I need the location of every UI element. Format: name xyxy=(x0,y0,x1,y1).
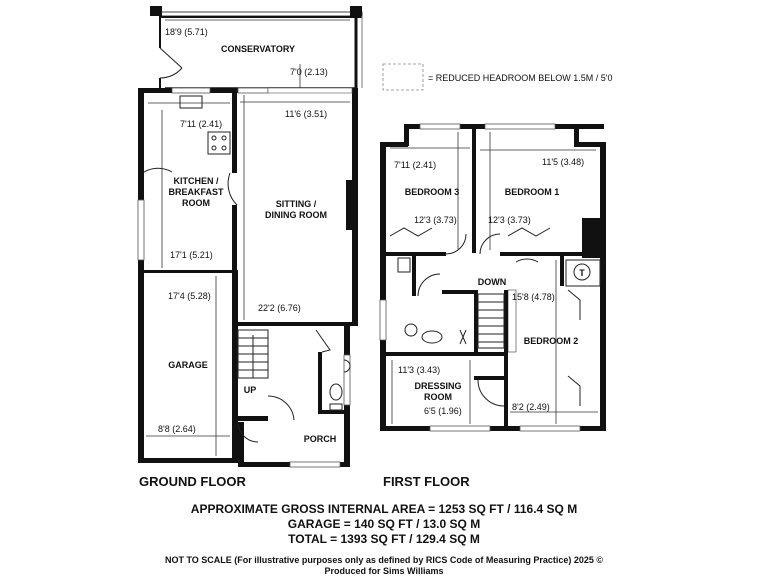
conservatory-label: CONSERVATORY xyxy=(220,44,296,54)
ground-floor-title: GROUND FLOOR xyxy=(139,474,246,489)
legend xyxy=(383,64,613,90)
legend-text: = REDUCED HEADROOM BELOW 1.5M / 5'0 xyxy=(428,73,613,83)
bedroom3-label: BEDROOM 3 xyxy=(404,187,460,197)
bedroom1-label: BEDROOM 1 xyxy=(504,187,560,197)
conservatory-dim-a: 18'9 (5.71) xyxy=(165,27,208,37)
garage-dim-a: 17'4 (5.28) xyxy=(168,291,211,301)
area-line-1: APPROXIMATE GROSS INTERNAL AREA = 1253 SQ FT / 116.4 SQ M xyxy=(190,502,578,516)
kitchen-dim-b: 17'1 (5.21) xyxy=(170,250,213,260)
stairs-down-label: DOWN xyxy=(477,277,507,287)
porch-label: PORCH xyxy=(303,434,337,444)
dressing-label-line1: DRESSING xyxy=(414,381,462,391)
footer-produced-for: Produced for Sims Williams xyxy=(324,566,444,576)
garage-dim-b: 8'8 (2.64) xyxy=(158,424,196,434)
sitting-label-line1: SITTING / xyxy=(275,199,317,209)
ground-floor-plan xyxy=(138,6,362,467)
dressing-dim-b: 6'5 (1.96) xyxy=(424,406,462,416)
bedroom3-dim-a: 7'11 (2.41) xyxy=(394,160,437,170)
sitting-dim-a: 11'6 (3.51) xyxy=(285,109,328,119)
sitting-dim-b: 22'2 (6.76) xyxy=(258,303,301,313)
kitchen-label-line3: ROOM xyxy=(182,198,210,208)
area-line-3: TOTAL = 1393 SQ FT / 129.4 SQ M xyxy=(288,532,480,546)
bedroom2-dim-a: 15'8 (4.78) xyxy=(512,292,555,302)
dressing-dim-a: 11'3 (3.43) xyxy=(398,365,441,375)
bedroom2-label: BEDROOM 2 xyxy=(523,336,579,346)
first-floor-plan xyxy=(380,124,606,431)
first-floor-title: FIRST FLOOR xyxy=(383,474,470,489)
stairs-up-label: UP xyxy=(243,385,257,395)
reduced-headroom-swatch xyxy=(383,64,423,90)
sitting-label-line2: DINING ROOM xyxy=(265,210,327,220)
bedroom2-dim-b: 8'2 (2.49) xyxy=(512,402,550,412)
bedroom3-dim-b: 12'3 (3.73) xyxy=(414,215,457,225)
area-line-2: GARAGE = 140 SQ FT / 13.0 SQ M xyxy=(287,517,481,531)
bedroom1-dim-a: 11'5 (3.48) xyxy=(542,157,585,167)
kitchen-label-line1: KITCHEN / xyxy=(173,176,219,186)
bedroom1-dim-b: 12'3 (3.73) xyxy=(488,215,531,225)
kitchen-label-line2: BREAKFAST xyxy=(168,187,224,197)
conservatory-dim-b: 7'0 (2.13) xyxy=(290,67,328,77)
footer-disclaimer: NOT TO SCALE (For illustrative purposes only as defined by RICS Code of Measuring Practice) 2025 © xyxy=(164,555,604,565)
kitchen-dim-a: 7'11 (2.41) xyxy=(180,119,223,129)
ground-floor-walls xyxy=(138,88,358,467)
dressing-label-line2: ROOM xyxy=(424,392,452,402)
garage-label: GARAGE xyxy=(168,360,208,370)
cupboard-t-label: T xyxy=(579,268,585,278)
